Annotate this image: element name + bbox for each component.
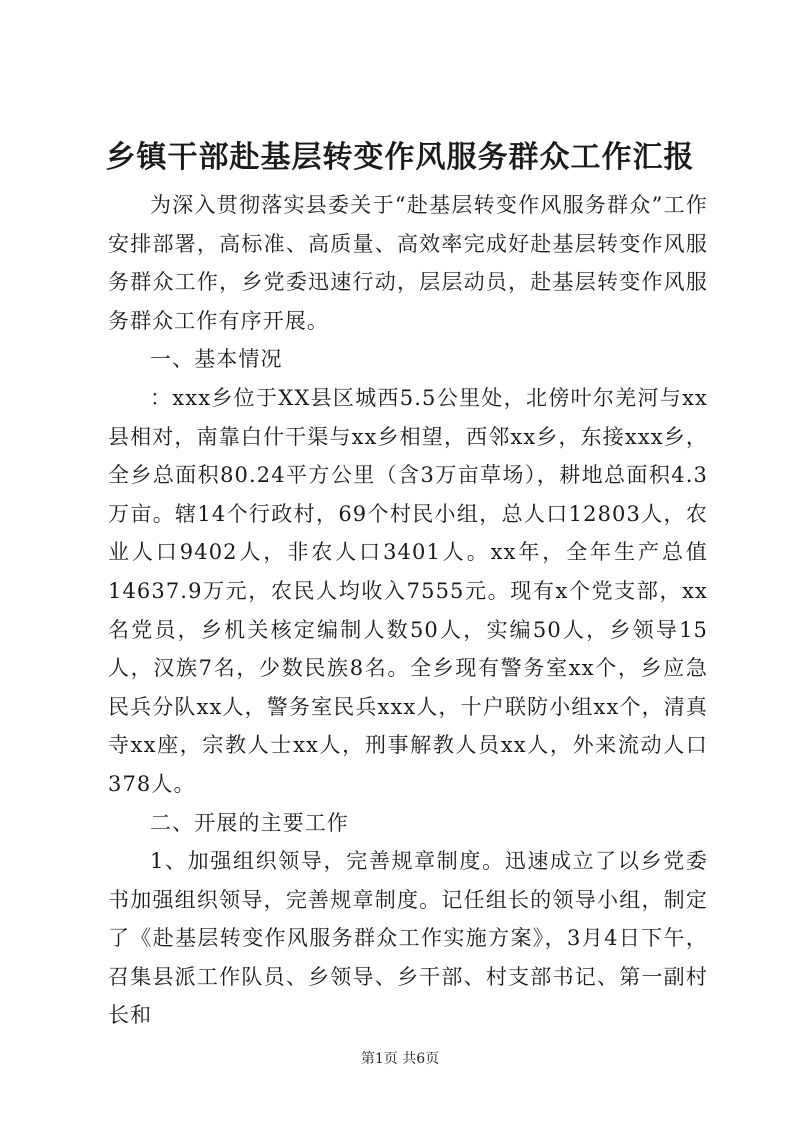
section-heading-main-work: 二、开展的主要工作 (150, 810, 349, 835)
paragraph-intro: 为深入贯彻落实县委关于“赴基层转变作风服务群众”工作安排部署，高标准、高质量、高效率完成好赴基层转变作风服务群众工作，乡党委迅速行动，层层动员，赴基层转变作风服务群众工作有序开展。 (108, 193, 708, 333)
page-number: 第1页 共6页 (360, 1051, 440, 1067)
paragraph-main-work-1: 1、加强组织领导，完善规章制度。迅速成立了以乡党委书加强组织领导，完善规章制度。记任组长的领导小组，制定了《赴基层转变作风服务群众工作实施方案》，3月4日下午，召集县派工作队员、乡领导、乡干部、村支部书记、第一副村长和 (108, 849, 708, 1028)
section-heading-basic-situation: 一、基本情况 (150, 347, 283, 372)
paragraph-basic-situation: ：xxx乡位于XX县区城西5.5公里处，北傍叶尔羌河与xx县相对，南靠白什干渠与xx乡相望，西邻xx乡，东接xxx乡，全乡总面积80.24平方公里（含3万亩草场），耕地总面积4.3万亩。辖14个行政村，69个村民小组，总人口12803人，农业人口9402人，非农人口3401人。xx年，全年生产总值14637.9万元，农民人均收入7555元。现有x个党支部，xx名党员，乡机关核定编制人数50人，实编50人，乡领导15人，汉族7名，少数民族8名。全乡现有警务室xx个，乡应急民兵分队xx人，警务室民兵xxx人，十户联防小组xx个，清真寺xx座，宗教人士xx人，刑事解教人员xx人，外来流动人口378人。 (108, 385, 708, 796)
document-title: 乡镇干部赴基层转变作风服务群众工作汇报 (105, 140, 695, 175)
document-body (108, 186, 708, 1035)
